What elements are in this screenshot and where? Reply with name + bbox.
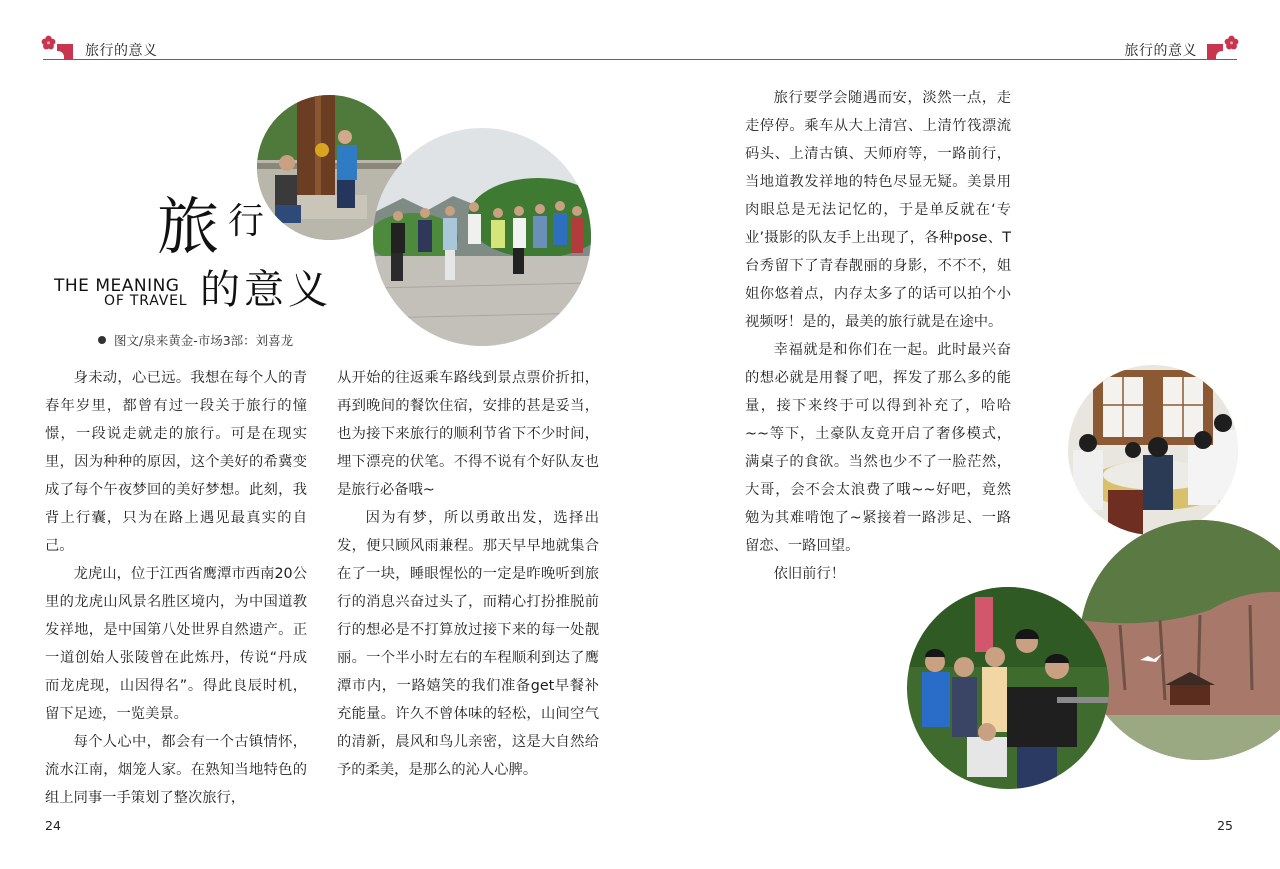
byline — [98, 331, 293, 349]
photo-cliff-river — [1080, 520, 1280, 760]
header-rule — [43, 59, 640, 60]
left-page-column-2 — [337, 364, 599, 784]
title-english-line2: OF TRAVEL — [104, 293, 188, 309]
paragraph: 龙虎山，位于江西省鹰潭市西南20公里的龙虎山风景名胜区境内，为中国道教发祥地，是中国第八处世界自然遗产。正一道创始人张陵曾在此炼丹，传说“丹成而龙虎现，山因得名”。得此良辰时机，留下足迹，一览美景。 — [45, 566, 307, 722]
right-page — [640, 0, 1280, 869]
header-emblem — [1207, 40, 1237, 60]
right-page-column-1 — [745, 84, 1011, 588]
header-emblem — [43, 40, 73, 60]
page-number: 25 — [1217, 818, 1233, 833]
page-number: 24 — [45, 818, 61, 833]
paragraph: 旅行要学会随遇而安，淡然一点，走走停停。乘车从大上清宫、上清竹筏漂流码头、上清古镇、天师府等，一路前行，当地道教发祥地的特色尽显无疑。美景用肉眼总是无法记忆的，于是单反就在‘专业’摄影的队友手上出现了，各种pose、T台秀留下了青春靓丽的身影，不不不，姐姐你悠着点，内存太多了的话可以拍个小视频呀！是的，最美的旅行就是在途中。 — [745, 90, 1011, 330]
running-header-title: 旅行的意义 — [1124, 43, 1197, 59]
title-char-xing: 行 — [228, 201, 269, 242]
plum-blossom-icon — [41, 35, 56, 50]
title-char-big: 旅 — [157, 190, 220, 263]
bullet-icon — [98, 336, 106, 344]
paragraph: 从开始的往返乘车路线到景点票价折扣，再到晚间的餐饮住宿，安排的甚是妥当，也为接下来旅行的顺利节省下不少时间，埋下漂亮的伏笔。不得不说有个好队友也是旅行必备哦~ — [337, 370, 599, 498]
paragraph: 每个人心中，都会有一个古镇情怀，流水江南，烟笼人家。在熟知当地特色的组上同事一手策划了整次旅行， — [45, 734, 307, 806]
paragraph: 身未动，心已远。我想在每个人的青春年岁里，都曾有过一段关于旅行的憧憬，一段说走就走的旅行。可是在现实里，因为种种的原因，这个美好的希冀变成了每个午夜梦回的美好梦想。此刻，我背上行囊，只为在路上遇见最真实的自己。 — [45, 370, 307, 554]
paragraph: 依旧前行！ — [773, 566, 846, 582]
header-rule — [640, 59, 1237, 60]
running-header-title: 旅行的意义 — [85, 43, 158, 59]
photo-dinner-table — [1068, 365, 1238, 535]
plum-blossom-icon — [1224, 35, 1239, 50]
left-page-column-1 — [45, 364, 307, 812]
byline-text: 图文/泉来黄金-市场3部：刘喜龙 — [114, 333, 294, 348]
paragraph: 因为有梦，所以勇敢出发，选择出发，便只顾风雨兼程。那天早早地就集合在了一块，睡眼惺忪的一定是昨晚听到旅行的消息兴奋过头了，而精心打扮推脱前行的想必是不打算放过接下来的每一处靓丽。一个半小时左右的车程顺利到达了鹰潭市内，一路嬉笑的我们准备get早餐补充能量。许久不曾体味的轻松，山间空气的清新，晨风和鸟儿亲密，这是大自然给予的柔美，是那么的沁人心脾。 — [337, 510, 599, 778]
photo-group-jump — [373, 128, 591, 346]
paragraph: 幸福就是和你们在一起。此时最兴奋的想必就是用餐了吧，挥发了那么多的能量，接下来终于可以得到补充了，哈哈~~等下，土豪队友竟开启了奢侈模式，满桌子的食欲。当然也少不了一脸茫然，大哥，会不会太浪费了哦~~好吧，竟然勉为其难啃饱了~紧接着一路涉足、一路留恋、一路回望。 — [745, 342, 1011, 554]
title-char-rest: 的意义 — [200, 267, 332, 313]
title-english-line1: THE MEANING — [54, 276, 180, 296]
photo-group-selfie — [907, 587, 1109, 789]
